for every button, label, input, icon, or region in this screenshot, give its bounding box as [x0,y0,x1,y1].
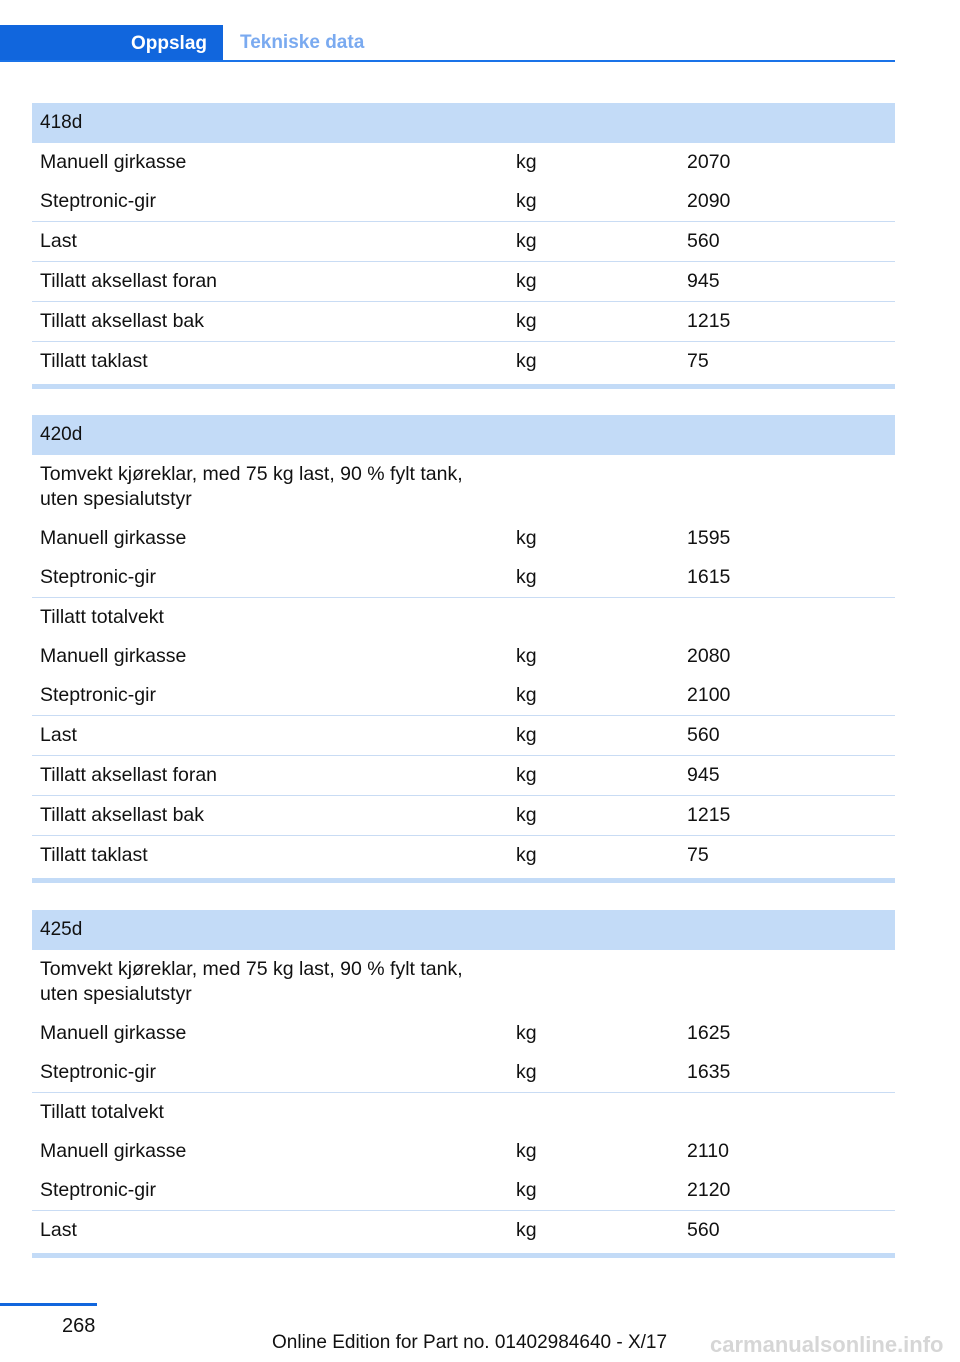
cell-label: Tillatt aksellast bak [40,804,205,826]
table-row [32,1053,895,1092]
cell-value [679,462,895,512]
cell-unit: kg [516,684,537,706]
cell-value: 1635 [687,1061,731,1083]
cell-unit: kg [516,190,537,212]
cell-value: 75 [687,350,709,372]
tab-tekniske-data[interactable]: Tekniske data [240,31,365,53]
table-row [32,341,895,381]
cell-label: Tillatt aksellast foran [40,270,218,292]
table-row [32,1092,895,1132]
cell-unit: kg [516,566,537,588]
cell-label: Tillatt taklast [40,350,148,372]
table-header-model: 420d [32,415,895,455]
cell-value: 560 [687,724,720,746]
cell-value: 945 [687,270,720,292]
cell-label: Manuell girkasse [40,645,187,667]
table-header-model: 418d [32,103,895,143]
cell-value: 1615 [687,566,731,588]
cell-unit: kg [516,1022,537,1044]
table-row [32,455,895,519]
table-row [32,715,895,755]
cell-value: 1215 [687,310,731,332]
table-bottom-rule [32,1253,895,1258]
cell-label: Tomvekt kjøreklar, med 75 kg last, 90 % fylt tank, uten spesialutstyr [40,958,463,1005]
weights-table-425d [32,910,895,1258]
cell-unit: kg [516,804,537,826]
tab-oppslag[interactable]: Oppslag [0,25,223,62]
table-row [32,261,895,301]
cell-value: 2110 [687,1140,729,1162]
cell-label: Tillatt taklast [40,844,148,866]
cell-label: Last [40,230,77,252]
table-row [32,182,895,221]
cell-value: 2080 [687,645,731,667]
table-row [32,1210,895,1250]
cell-label: Tillatt aksellast foran [40,764,218,786]
cell-value: 2070 [687,151,731,173]
cell-unit: kg [516,310,537,332]
table-row [32,795,895,835]
cell-unit: kg [516,1219,537,1241]
page-header [0,25,895,62]
table-row [32,950,895,1014]
table-row [32,1132,895,1171]
cell-value: 1595 [687,527,731,549]
table-row [32,1171,895,1210]
cell-unit [506,605,679,630]
cell-value: 945 [687,764,720,786]
cell-value: 1215 [687,804,731,826]
watermark: carmanualsonline.info [710,1332,944,1357]
weights-table-420d [32,415,895,883]
cell-unit: kg [516,645,537,667]
footer-rule [0,1303,97,1306]
cell-value [679,605,895,630]
cell-unit: kg [516,527,537,549]
table-row [32,1014,895,1053]
cell-unit: kg [516,350,537,372]
cell-unit [506,1100,679,1125]
cell-label: Manuell girkasse [40,1140,187,1162]
table-row [32,221,895,261]
page-number: 268 [62,1315,96,1337]
table-row [32,637,895,676]
cell-value: 560 [687,1219,720,1241]
cell-label: Manuell girkasse [40,1022,187,1044]
cell-unit [506,462,679,512]
table-row [32,835,895,875]
cell-value: 2120 [687,1179,731,1201]
cell-unit: kg [516,844,537,866]
cell-value [679,957,895,1007]
cell-value: 75 [687,844,709,866]
cell-unit: kg [516,270,537,292]
cell-label: Tillatt aksellast bak [40,310,205,332]
cell-label: Last [40,724,77,746]
cell-label: Tillatt totalvekt [40,606,164,628]
cell-label: Manuell girkasse [40,527,187,549]
cell-label: Tomvekt kjøreklar, med 75 kg last, 90 % fylt tank, uten spesialutstyr [40,463,463,510]
cell-value: 2100 [687,684,731,706]
table-row [32,558,895,597]
table-row [32,143,895,182]
table-bottom-rule [32,384,895,389]
header-rule [0,60,895,62]
cell-label: Manuell girkasse [40,151,187,173]
cell-label: Steptronic-gir [40,684,156,706]
cell-unit: kg [516,1061,537,1083]
cell-unit: kg [516,764,537,786]
cell-unit: kg [516,1140,537,1162]
cell-unit: kg [516,151,537,173]
cell-value [679,1100,895,1125]
weights-table-418d [32,103,895,389]
table-bottom-rule [32,878,895,883]
table-row [32,301,895,341]
cell-value: 1625 [687,1022,731,1044]
table-row [32,519,895,558]
table-header-model: 425d [32,910,895,950]
edition-note: Online Edition for Part no. 01402984640 - X/17 [272,1332,668,1353]
cell-unit: kg [516,724,537,746]
table-row [32,755,895,795]
cell-unit: kg [516,230,537,252]
table-row [32,676,895,715]
cell-label: Tillatt totalvekt [40,1101,164,1123]
table-row [32,597,895,637]
cell-label: Steptronic-gir [40,566,156,588]
cell-value: 560 [687,230,720,252]
cell-unit: kg [516,1179,537,1201]
cell-label: Steptronic-gir [40,190,156,212]
cell-label: Steptronic-gir [40,1179,156,1201]
cell-label: Steptronic-gir [40,1061,156,1083]
cell-label: Last [40,1219,77,1241]
cell-value: 2090 [687,190,731,212]
cell-unit [506,957,679,1007]
